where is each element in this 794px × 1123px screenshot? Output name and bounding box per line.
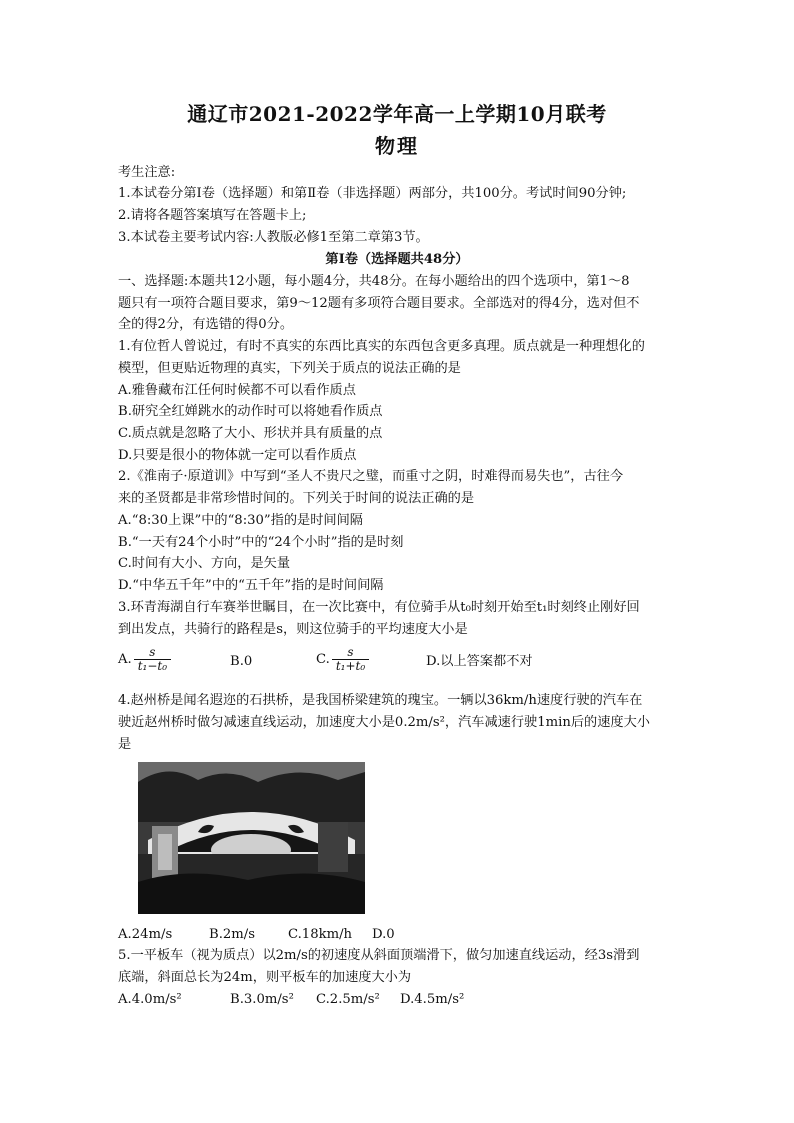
q1-option-b: B.研究全红婵跳水的动作时可以将她看作质点 <box>118 404 383 419</box>
q1-stem-line: 模型，但更贴近物理的真实，下列关于质点的说法正确的是 <box>118 361 461 376</box>
q3-option-c-label: C. <box>316 652 330 667</box>
q2-option-d: D.“中华五千年”中的“五千年”指的是时间间隔 <box>118 578 384 593</box>
q3-option-a-label: A. <box>118 652 132 667</box>
section-intro-line: 题只有一项符合题目要求，第9～12题有多项符合题目要求。全部选对的得4分，选对但不 <box>118 296 640 311</box>
fraction-numerator: s <box>149 645 156 659</box>
notice-item: 1.本试卷分第Ⅰ卷（选择题）和第Ⅱ卷（非选择题）两部分，共100分。考试时间90分钟; <box>118 186 627 201</box>
q3-stem-line: 3.环青海湖自行车赛举世瞩目，在一次比赛中，有位骑手从t₀时刻开始至t₁时刻终止刚好回 <box>118 600 640 615</box>
q5-stem-line: 底端，斜面总长为24m，则平板车的加速度大小为 <box>118 970 412 985</box>
q1-option-a: A.雅鲁藏布江任何时候都不可以看作质点 <box>118 383 356 398</box>
notice-item: 2.请将各题答案填写在答题卡上; <box>118 208 307 223</box>
q5-option-d: D.4.5m/s² <box>400 992 465 1007</box>
q4-option-c: C.18km/h <box>288 927 353 942</box>
q1-stem-line: 1.有位哲人曾说过，有时不真实的东西比真实的东西包含更多真理。质点就是一种理想化的 <box>118 339 645 354</box>
q2-option-a: A.“8:30上课”中的“8:30”指的是时间间隔 <box>118 513 363 528</box>
fraction-denominator: t₁+t₀ <box>332 659 369 673</box>
q3-stem-line: 到出发点，共骑行的路程是s，则这位骑手的平均速度大小是 <box>118 622 468 637</box>
q5-option-a: A.4.0m/s² <box>118 992 182 1007</box>
bridge-illustration <box>138 762 365 914</box>
q2-option-c: C.时间有大小、方向，是矢量 <box>118 556 291 571</box>
q1-option-d: D.只要是很小的物体就一定可以看作质点 <box>118 448 357 463</box>
q4-stem-line: 是 <box>118 737 132 752</box>
notice-item: 3.本试卷主要考试内容:人教版必修1至第二章第3节。 <box>118 230 429 245</box>
subject-title: 物理 <box>375 134 419 158</box>
q3-option-c <box>316 646 371 673</box>
q4-option-a: A.24m/s <box>118 927 173 942</box>
q5-stem-line: 5.一平板车（视为质点）以2m/s的初速度从斜面顶端滑下，做匀加速直线运动，经3s滑到 <box>118 948 640 963</box>
fraction-denominator: t₁−t₀ <box>134 659 171 673</box>
q4-option-d: D.0 <box>372 927 395 942</box>
q2-option-b: B.“一天有24个小时”中的“24个小时”指的是时刻 <box>118 535 404 550</box>
q4-stem-line: 驶近赵州桥时做匀减速直线运动，加速度大小是0.2m/s²，汽车减速行驶1min后的速度大小 <box>118 715 650 730</box>
q1-option-c: C.质点就是忽略了大小、形状并具有质量的点 <box>118 426 383 441</box>
q5-option-c: C.2.5m/s² <box>316 992 380 1007</box>
q3-option-a <box>118 646 173 673</box>
q2-stem-line: 来的圣贤都是非常珍惜时间的。下列关于时间的说法正确的是 <box>118 491 475 506</box>
q3-option-b: B.0 <box>230 654 253 669</box>
q3-option-a-fraction <box>134 646 171 673</box>
q3-option-c-fraction <box>332 646 369 673</box>
q5-option-b: B.3.0m/s² <box>230 992 294 1007</box>
section-intro-line: 全的得2分，有选错的得0分。 <box>118 317 294 332</box>
fraction-numerator: s <box>347 645 354 659</box>
zhaozhou-bridge-photo <box>138 762 365 914</box>
q4-option-b: B.2m/s <box>209 927 255 942</box>
section-intro-line: 一、选择题:本题共12小题，每小题4分，共48分。在每小题给出的四个选项中，第1～8 <box>118 274 630 289</box>
exam-title: 通辽市2021-2022学年高一上学期10月联考 <box>187 102 607 126</box>
q3-option-d: D.以上答案都不对 <box>426 654 533 669</box>
q4-stem-line: 4.赵州桥是闻名遐迩的石拱桥，是我国桥梁建筑的瑰宝。一辆以36km/h速度行驶的汽车在 <box>118 693 643 708</box>
notice-heading: 考生注意: <box>118 165 176 180</box>
section-title: 第Ⅰ卷（选择题共48分） <box>325 252 469 267</box>
q2-stem-line: 2.《淮南子·原道训》中写到“圣人不贵尺之璧，而重寸之阴，时难得而易失也”，古往今 <box>118 469 624 484</box>
